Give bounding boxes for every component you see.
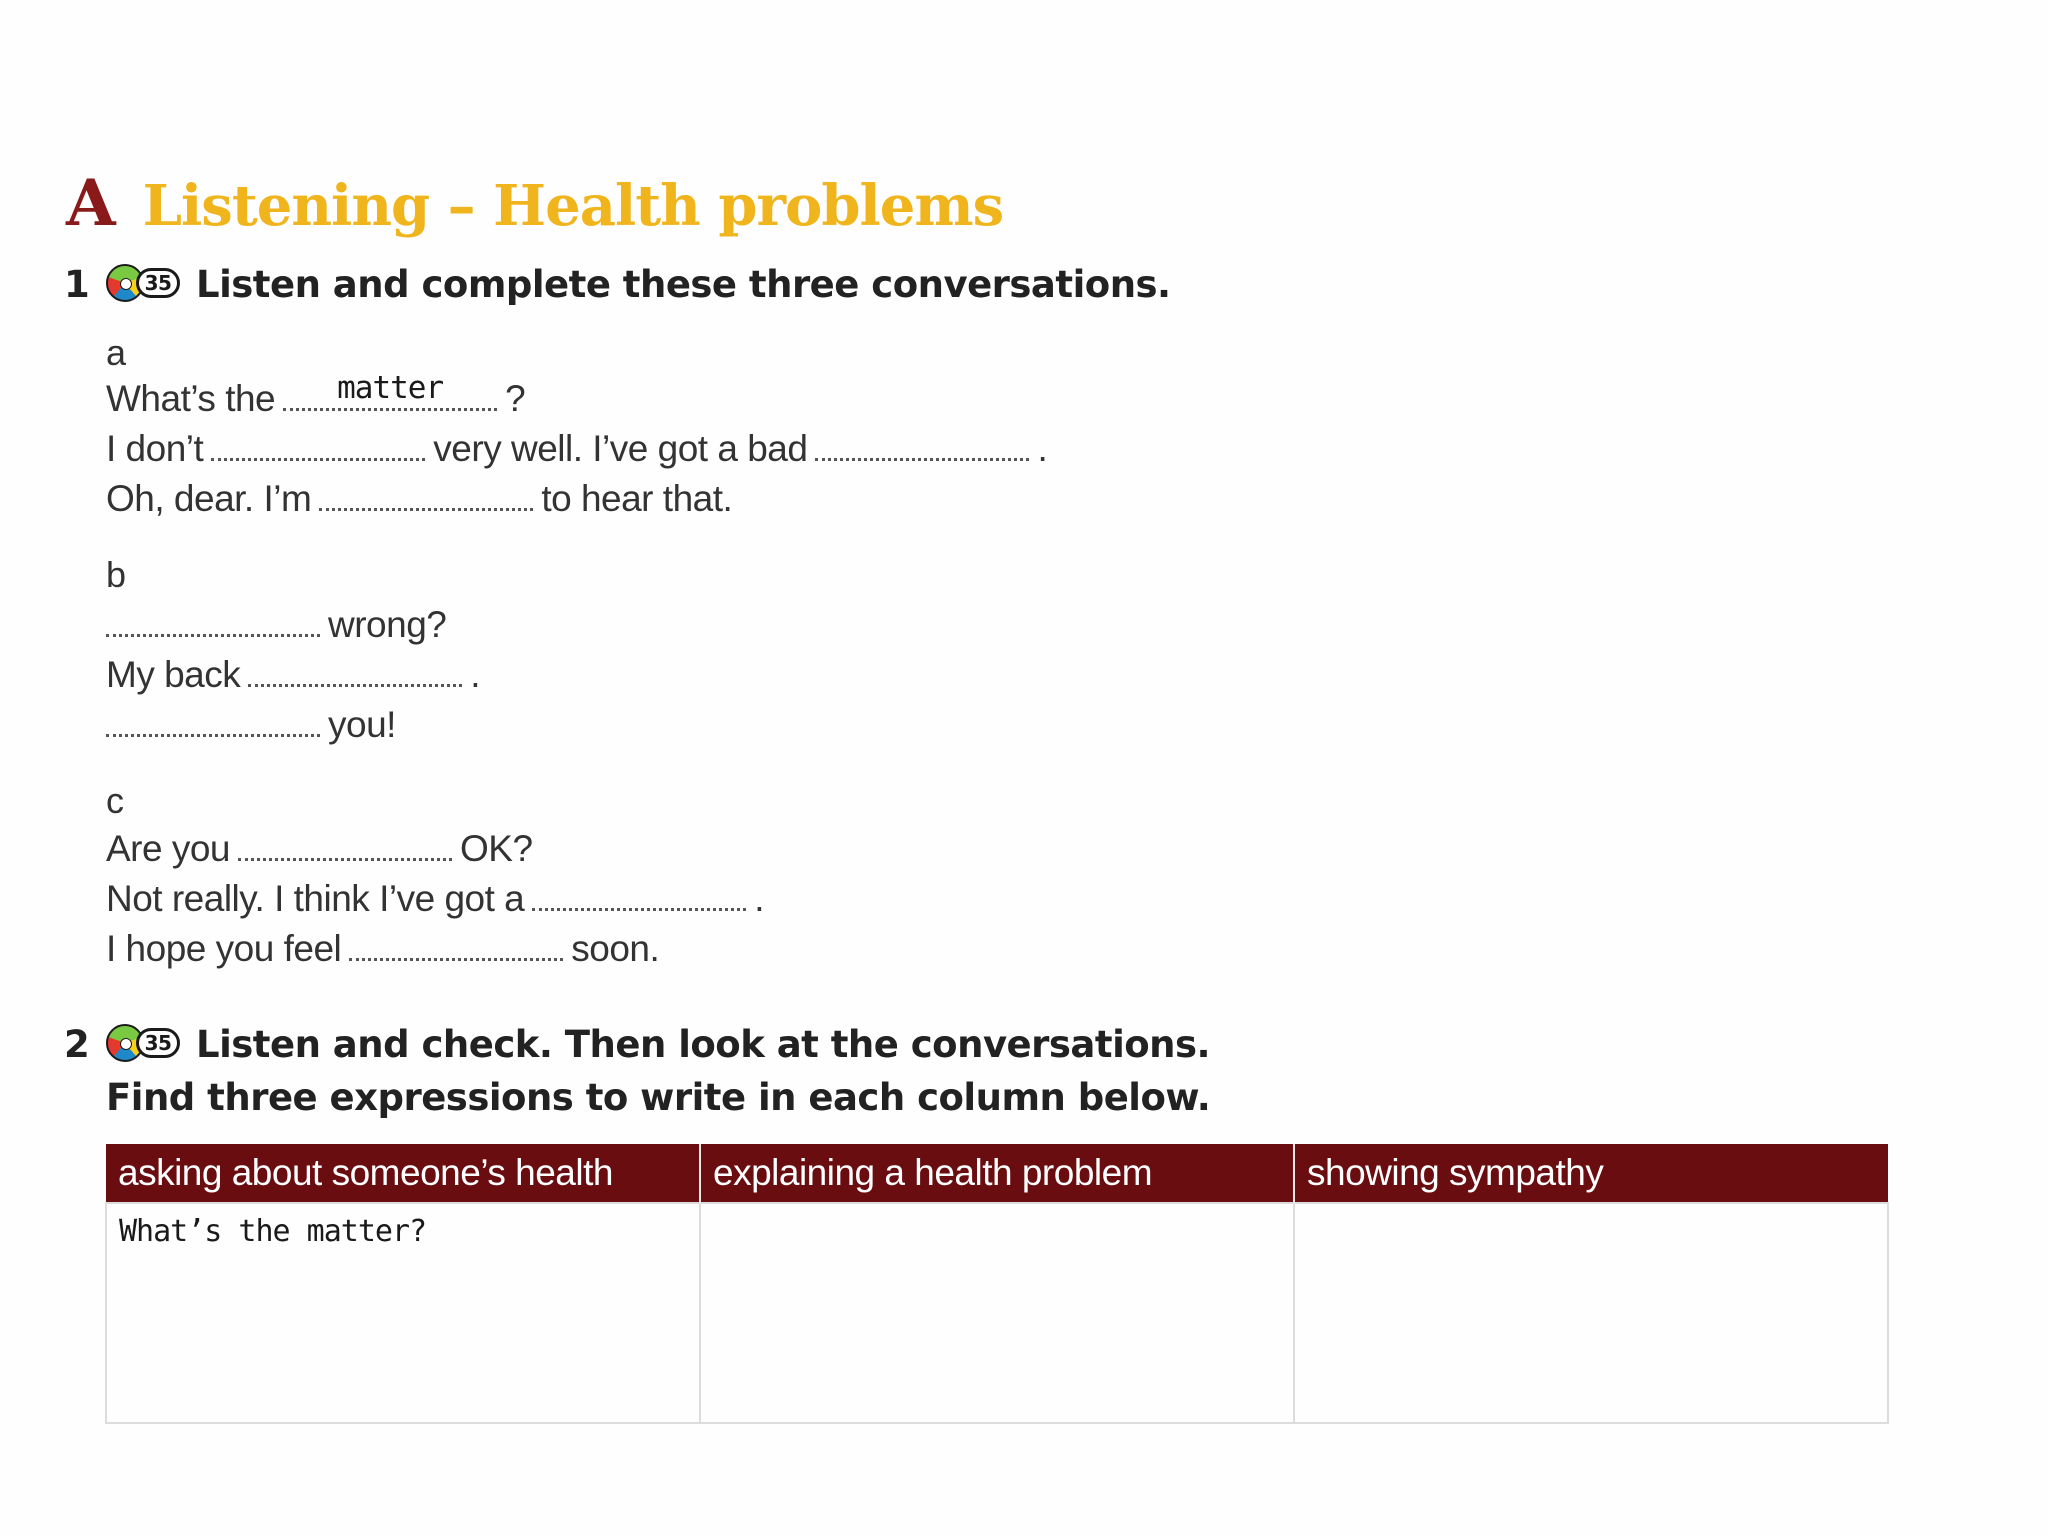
answer-blank[interactable] xyxy=(248,654,462,687)
exercise-instruction-line-2: Find three expressions to write in each column below. xyxy=(106,1076,1211,1119)
conversation-c-line-1 xyxy=(106,828,533,870)
answer-blank[interactable] xyxy=(211,428,425,461)
conversation-a-line-1 xyxy=(106,370,526,420)
answer-blank[interactable] xyxy=(815,428,1029,461)
conversation-label-b: b xyxy=(106,554,127,595)
conversation-label-c: c xyxy=(106,780,124,821)
line-text: you! xyxy=(328,704,396,745)
exercise-number: 1 xyxy=(64,262,90,306)
line-text: Oh, dear. I’m xyxy=(106,478,312,519)
answer-blank[interactable] xyxy=(106,604,320,637)
conversation-c-line-2 xyxy=(106,878,764,920)
audio-cd-icon[interactable] xyxy=(106,1022,182,1066)
exercise-instruction: Listen and complete these three conversations. xyxy=(196,262,1171,306)
conversation-b-line-3 xyxy=(106,704,396,746)
table-row xyxy=(106,1203,1888,1423)
line-text: I don’t xyxy=(106,428,204,469)
conversation-a-line-2 xyxy=(106,428,1047,470)
table-header-row xyxy=(106,1144,1888,1203)
line-text: very well. I’ve got a bad xyxy=(433,428,808,469)
line-text: to hear that. xyxy=(541,478,733,519)
line-text: I hope you feel xyxy=(106,928,342,969)
line-text: wrong? xyxy=(328,604,447,645)
section-letter: A xyxy=(66,166,115,241)
audio-track-number: 35 xyxy=(136,268,180,298)
line-text: Not really. I think I’ve got a xyxy=(106,878,525,919)
conversation-c-line-3 xyxy=(106,928,659,970)
table-cell-explaining[interactable] xyxy=(700,1203,1294,1423)
answer-blank[interactable] xyxy=(238,828,452,861)
conversation-b-line-2 xyxy=(106,654,480,696)
line-text: . xyxy=(470,654,481,695)
column-header-sympathy: showing sympathy xyxy=(1294,1144,1888,1203)
section-heading xyxy=(66,166,1003,241)
answer-table xyxy=(105,1144,1889,1424)
audio-cd-icon[interactable] xyxy=(106,262,182,306)
answer-blank[interactable] xyxy=(532,878,746,911)
conversation-a-line-3 xyxy=(106,478,732,520)
answer-blank[interactable] xyxy=(106,704,320,737)
exercise-instruction: Listen and check. Then look at the conversations. xyxy=(196,1022,1211,1066)
line-text: My back xyxy=(106,654,241,695)
column-header-explaining: explaining a health problem xyxy=(700,1144,1294,1203)
line-text: soon. xyxy=(571,928,660,969)
line-text: What’s the xyxy=(106,378,276,419)
exercise-number: 2 xyxy=(64,1022,90,1066)
conversation-b-line-1 xyxy=(106,604,446,646)
exercise-1-header xyxy=(64,262,1171,306)
answer-blank[interactable] xyxy=(319,478,533,511)
handwritten-answer: matter xyxy=(337,370,444,406)
table-cell-asking[interactable]: What’s the matter? xyxy=(106,1203,700,1423)
audio-track-number: 35 xyxy=(136,1028,180,1058)
conversation-label-a: a xyxy=(106,332,127,373)
exercise-2-header xyxy=(64,1022,1210,1066)
column-header-asking: asking about someone’s health xyxy=(106,1144,700,1203)
table-cell-sympathy[interactable] xyxy=(1294,1203,1888,1423)
line-text: OK? xyxy=(460,828,533,869)
answer-blank[interactable] xyxy=(349,928,563,961)
line-text: . xyxy=(1037,428,1048,469)
line-text: Are you xyxy=(106,828,231,869)
line-text: . xyxy=(754,878,765,919)
line-text: ? xyxy=(505,378,526,419)
section-title: Listening – Health problems xyxy=(142,173,1004,239)
answer-blank[interactable] xyxy=(283,370,497,411)
